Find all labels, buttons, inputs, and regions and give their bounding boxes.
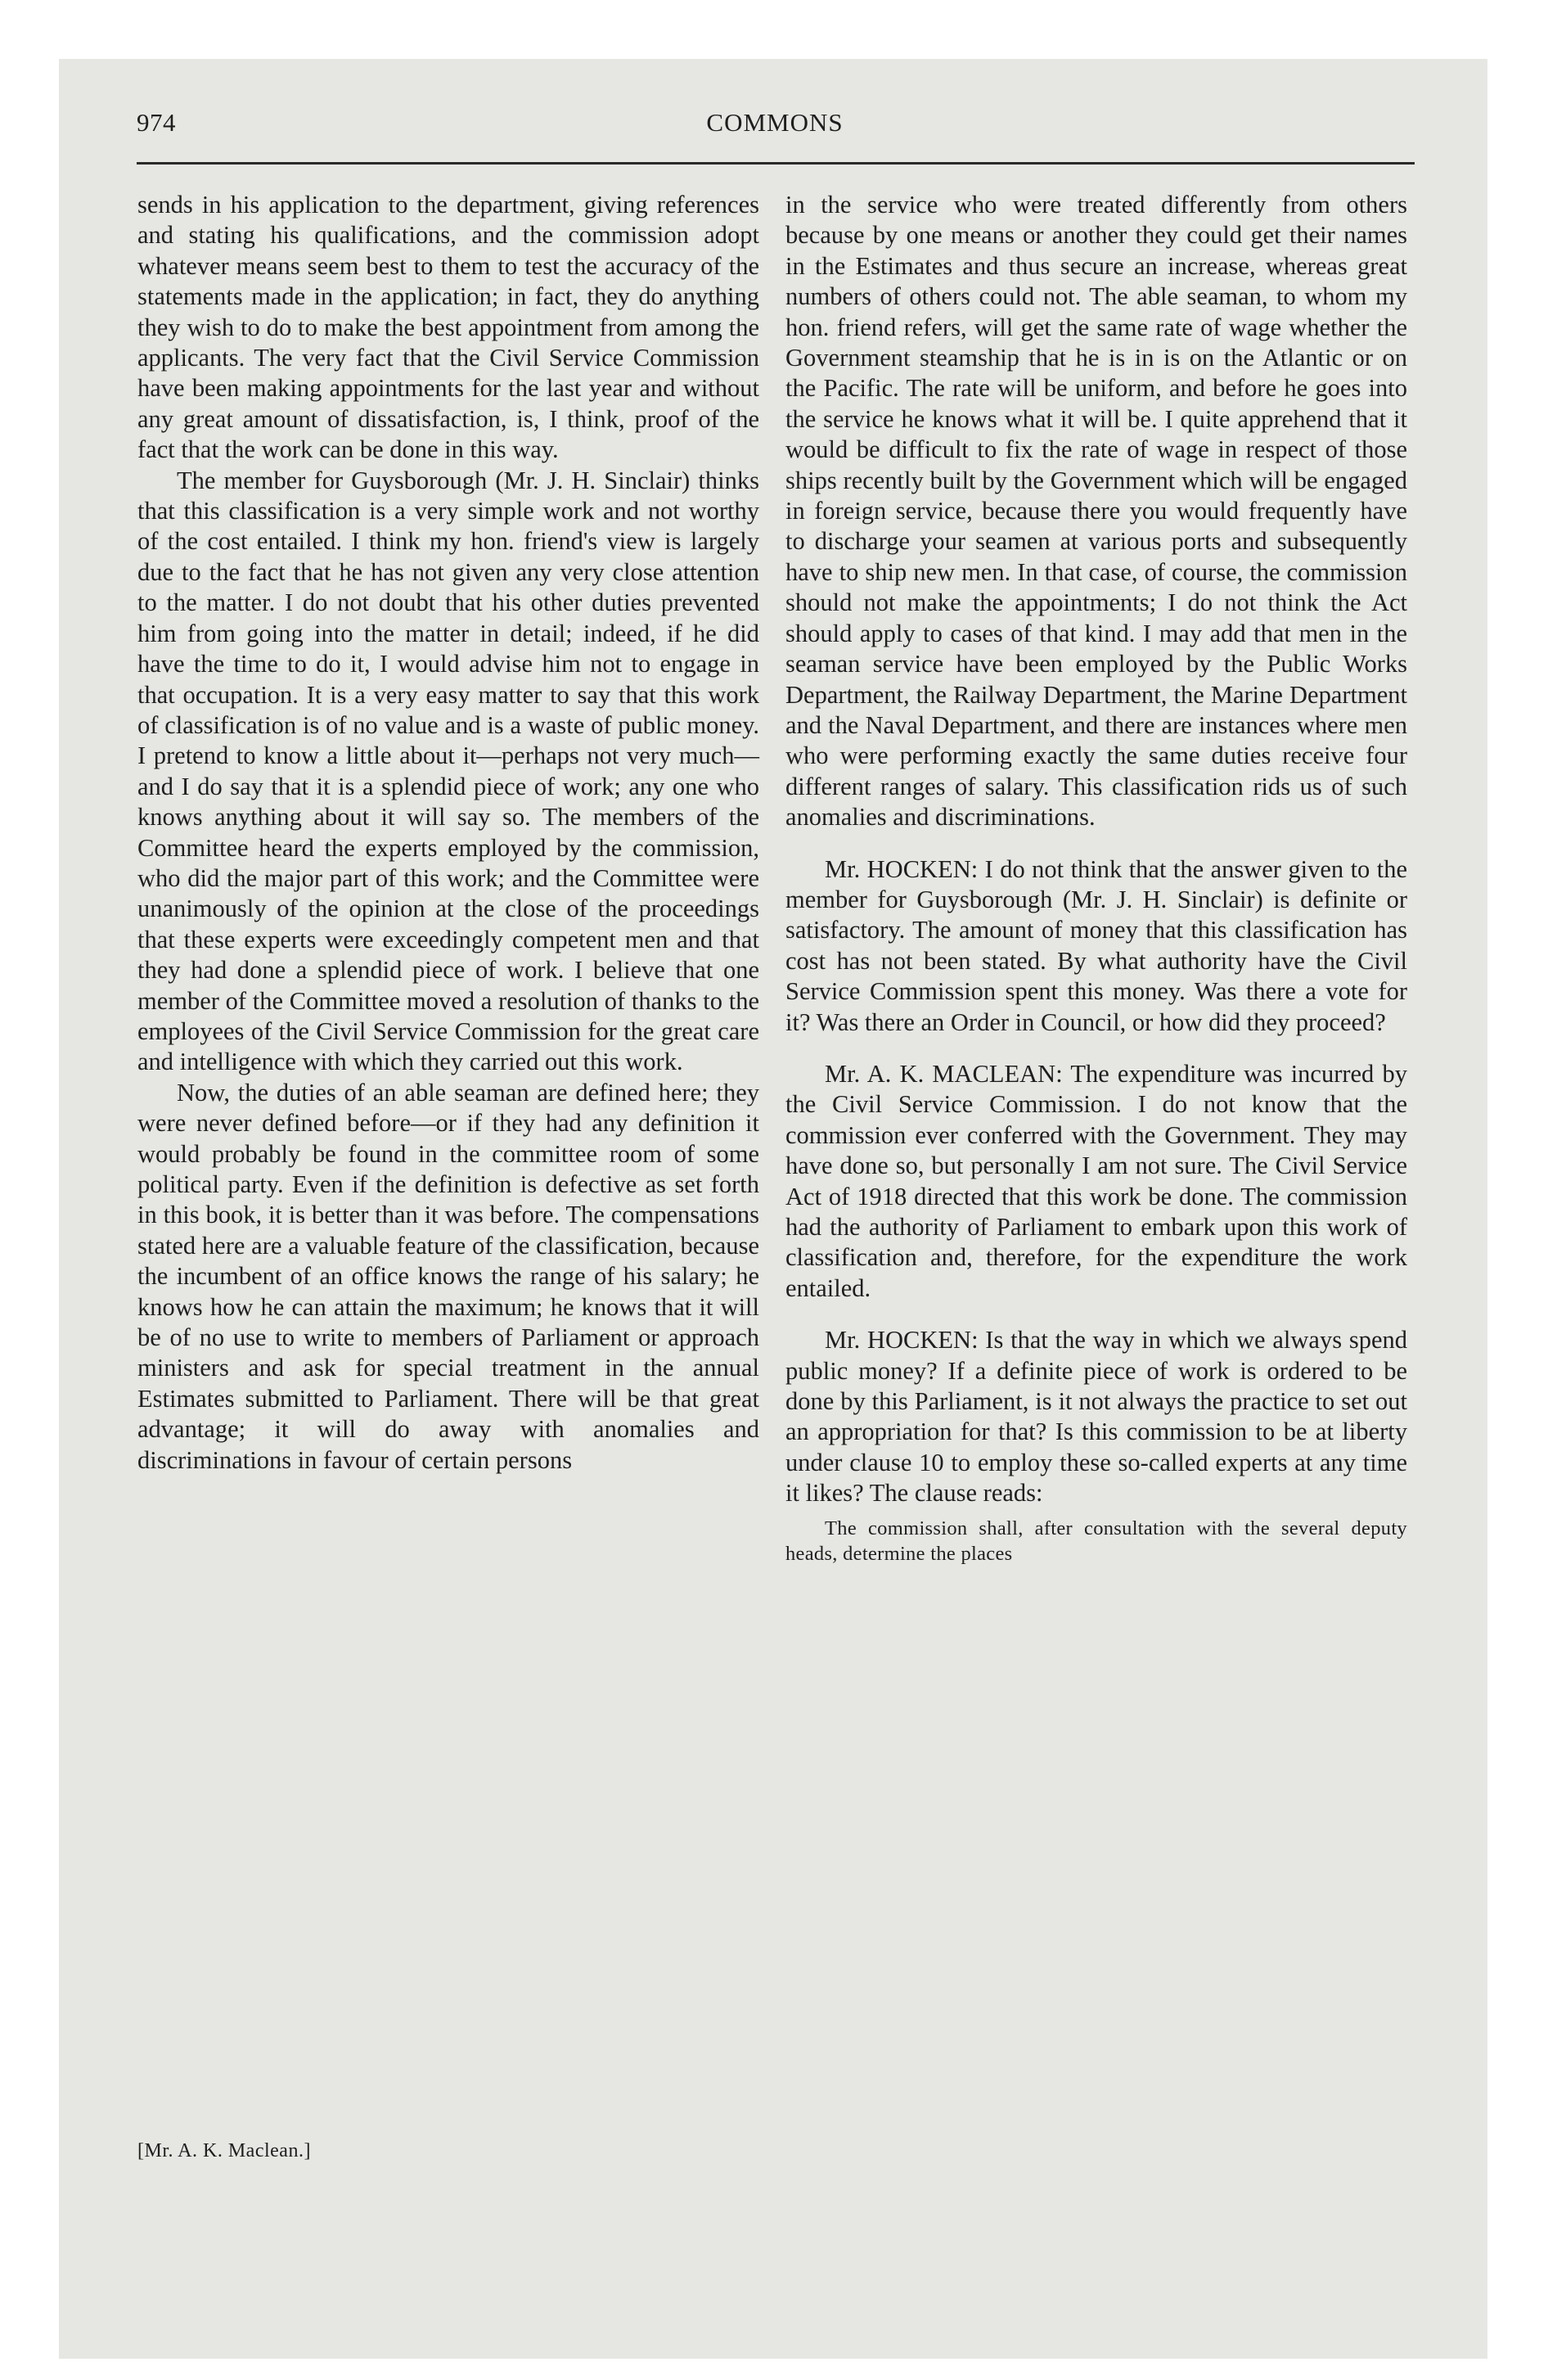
speech-hocken: Mr. HOCKEN: I do not think that the answer given to the member for Guysborough (Mr. J. H. Sinclair) is definite or satisfactory. The amount of money that this classification has cost has not been stated. By what authority have the Civil Service Commission spent this money. Was there a vote for it? Was there an Order in Council, or how did they proceed? bbox=[785, 854, 1407, 1036]
document-page bbox=[59, 59, 1487, 2359]
page-header bbox=[137, 101, 1413, 151]
page-number: 974 bbox=[137, 108, 176, 137]
speech-hocken: Mr. HOCKEN: Is that the way in which we always spend public money? If a definite piece of work is ordered to be done by this Parliament, is it not always the practice to set out an appropriation for that? Is this commission to be at liberty under clause 10 to employ these so-called experts at any time it likes? The clause reads: bbox=[785, 1326, 1407, 1508]
paragraph: in the service who were treated differently from others because by one means or another they could get their names in the Estimates and thus secure an increase, whereas great numbers of others could not. The able seaman, to whom my hon. friend refers, will get the same rate of wage whether the Government steamship that he is in is on the Atlantic or on the Pacific. The rate will be uniform, and before he goes into the service he knows what it will be. I quite apprehend that it would be difficult to fix the rate of wage in respect of those ships recently built by the Government which will be engaged in foreign service, because there you would frequently have to discharge your seamen at various ports and subsequently have to ship new men. In that case, of course, the commission should not make the appointments; I do not think the Act should apply to cases of that kind. I may add that men in the seaman service have been employed by the Public Works Department, the Railway Department, the Marine Department and the Naval Department, and there are instances where men who were performing exactly the same duties receive four different ranges of salary. This classification rids us of such anomalies and discriminations. bbox=[785, 191, 1407, 832]
left-column bbox=[137, 190, 759, 1476]
paragraph: sends in his application to the department, giving references and stating his qualifications, and the commission adopt whatever means seem best to them to test the accuracy of the statements made in the application; in fact, they do anything they wish to do to make the best appointment from among the applicants. The very fact that the Civil Service Commission have been making appointments for the last year and without any great amount of dissatisfaction, is, I think, proof of the fact that the work can be done in this way. bbox=[137, 191, 759, 464]
speaker-attribution: [Mr. A. K. Maclean.] bbox=[137, 2140, 311, 2161]
quoted-clause: The commission shall, after consultation with the several deputy heads, determine the places bbox=[785, 1517, 1407, 1565]
paragraph: The member for Guysborough (Mr. J. H. Sinclair) thinks that this classification is a very simple work and not worthy of the cost entailed. I think my hon. friend's view is largely due to the fact that he has not given any very close attention to the matter. I do not doubt that his other duties prevented him from going into the matter in detail; indeed, if he did have the time to do it, I would advise him not to engage in that occupation. It is a very easy matter to say that this work of classification is of no value and is a waste of public money. I pretend to know a little about it—perhaps not very much—and I do say that it is a splendid piece of work; any one who knows anything about it will say so. The members of the Committee heard the experts employed by the commission, who did the major part of this work; and the Committee were unanimously of the opinion at the close of the proceedings that these experts were exceedingly competent men and that they had done a splendid piece of work. I believe that one member of the Committee moved a resolution of thanks to the employees of the Civil Service Commission for the great care and intelligence with which they carried out this work. bbox=[137, 466, 759, 1076]
right-column bbox=[785, 190, 1407, 1566]
speech-maclean: Mr. A. K. MACLEAN: The expenditure was incurred by the Civil Service Commission. I do not know that the commission ever conferred with the Government. They may have done so, but personally I am not sure. The Civil Service Act of 1918 directed that this work be done. The commission had the authority of Parliament to embark upon this work of classification and, therefore, for the expenditure the work entailed. bbox=[785, 1059, 1407, 1302]
header-rule bbox=[137, 162, 1415, 165]
running-head: COMMONS bbox=[706, 108, 844, 137]
paragraph: Now, the duties of an able seaman are defined here; they were never defined before—or if they had any definition it would probably be found in the committee room of some political party. Even if the definition is defective as set forth in this book, it is better than it was before. The compensations stated here are a valuable feature of the classification, because the incumbent of an office knows the range of his salary; he knows how he can attain the maximum; he knows that it will be of no use to write to members of Parliament or approach ministers and ask for special treatment in the annual Estimates submitted to Parliament. There will be that great advantage; it will do away with anomalies and discriminations in favour of certain persons bbox=[137, 1078, 759, 1474]
